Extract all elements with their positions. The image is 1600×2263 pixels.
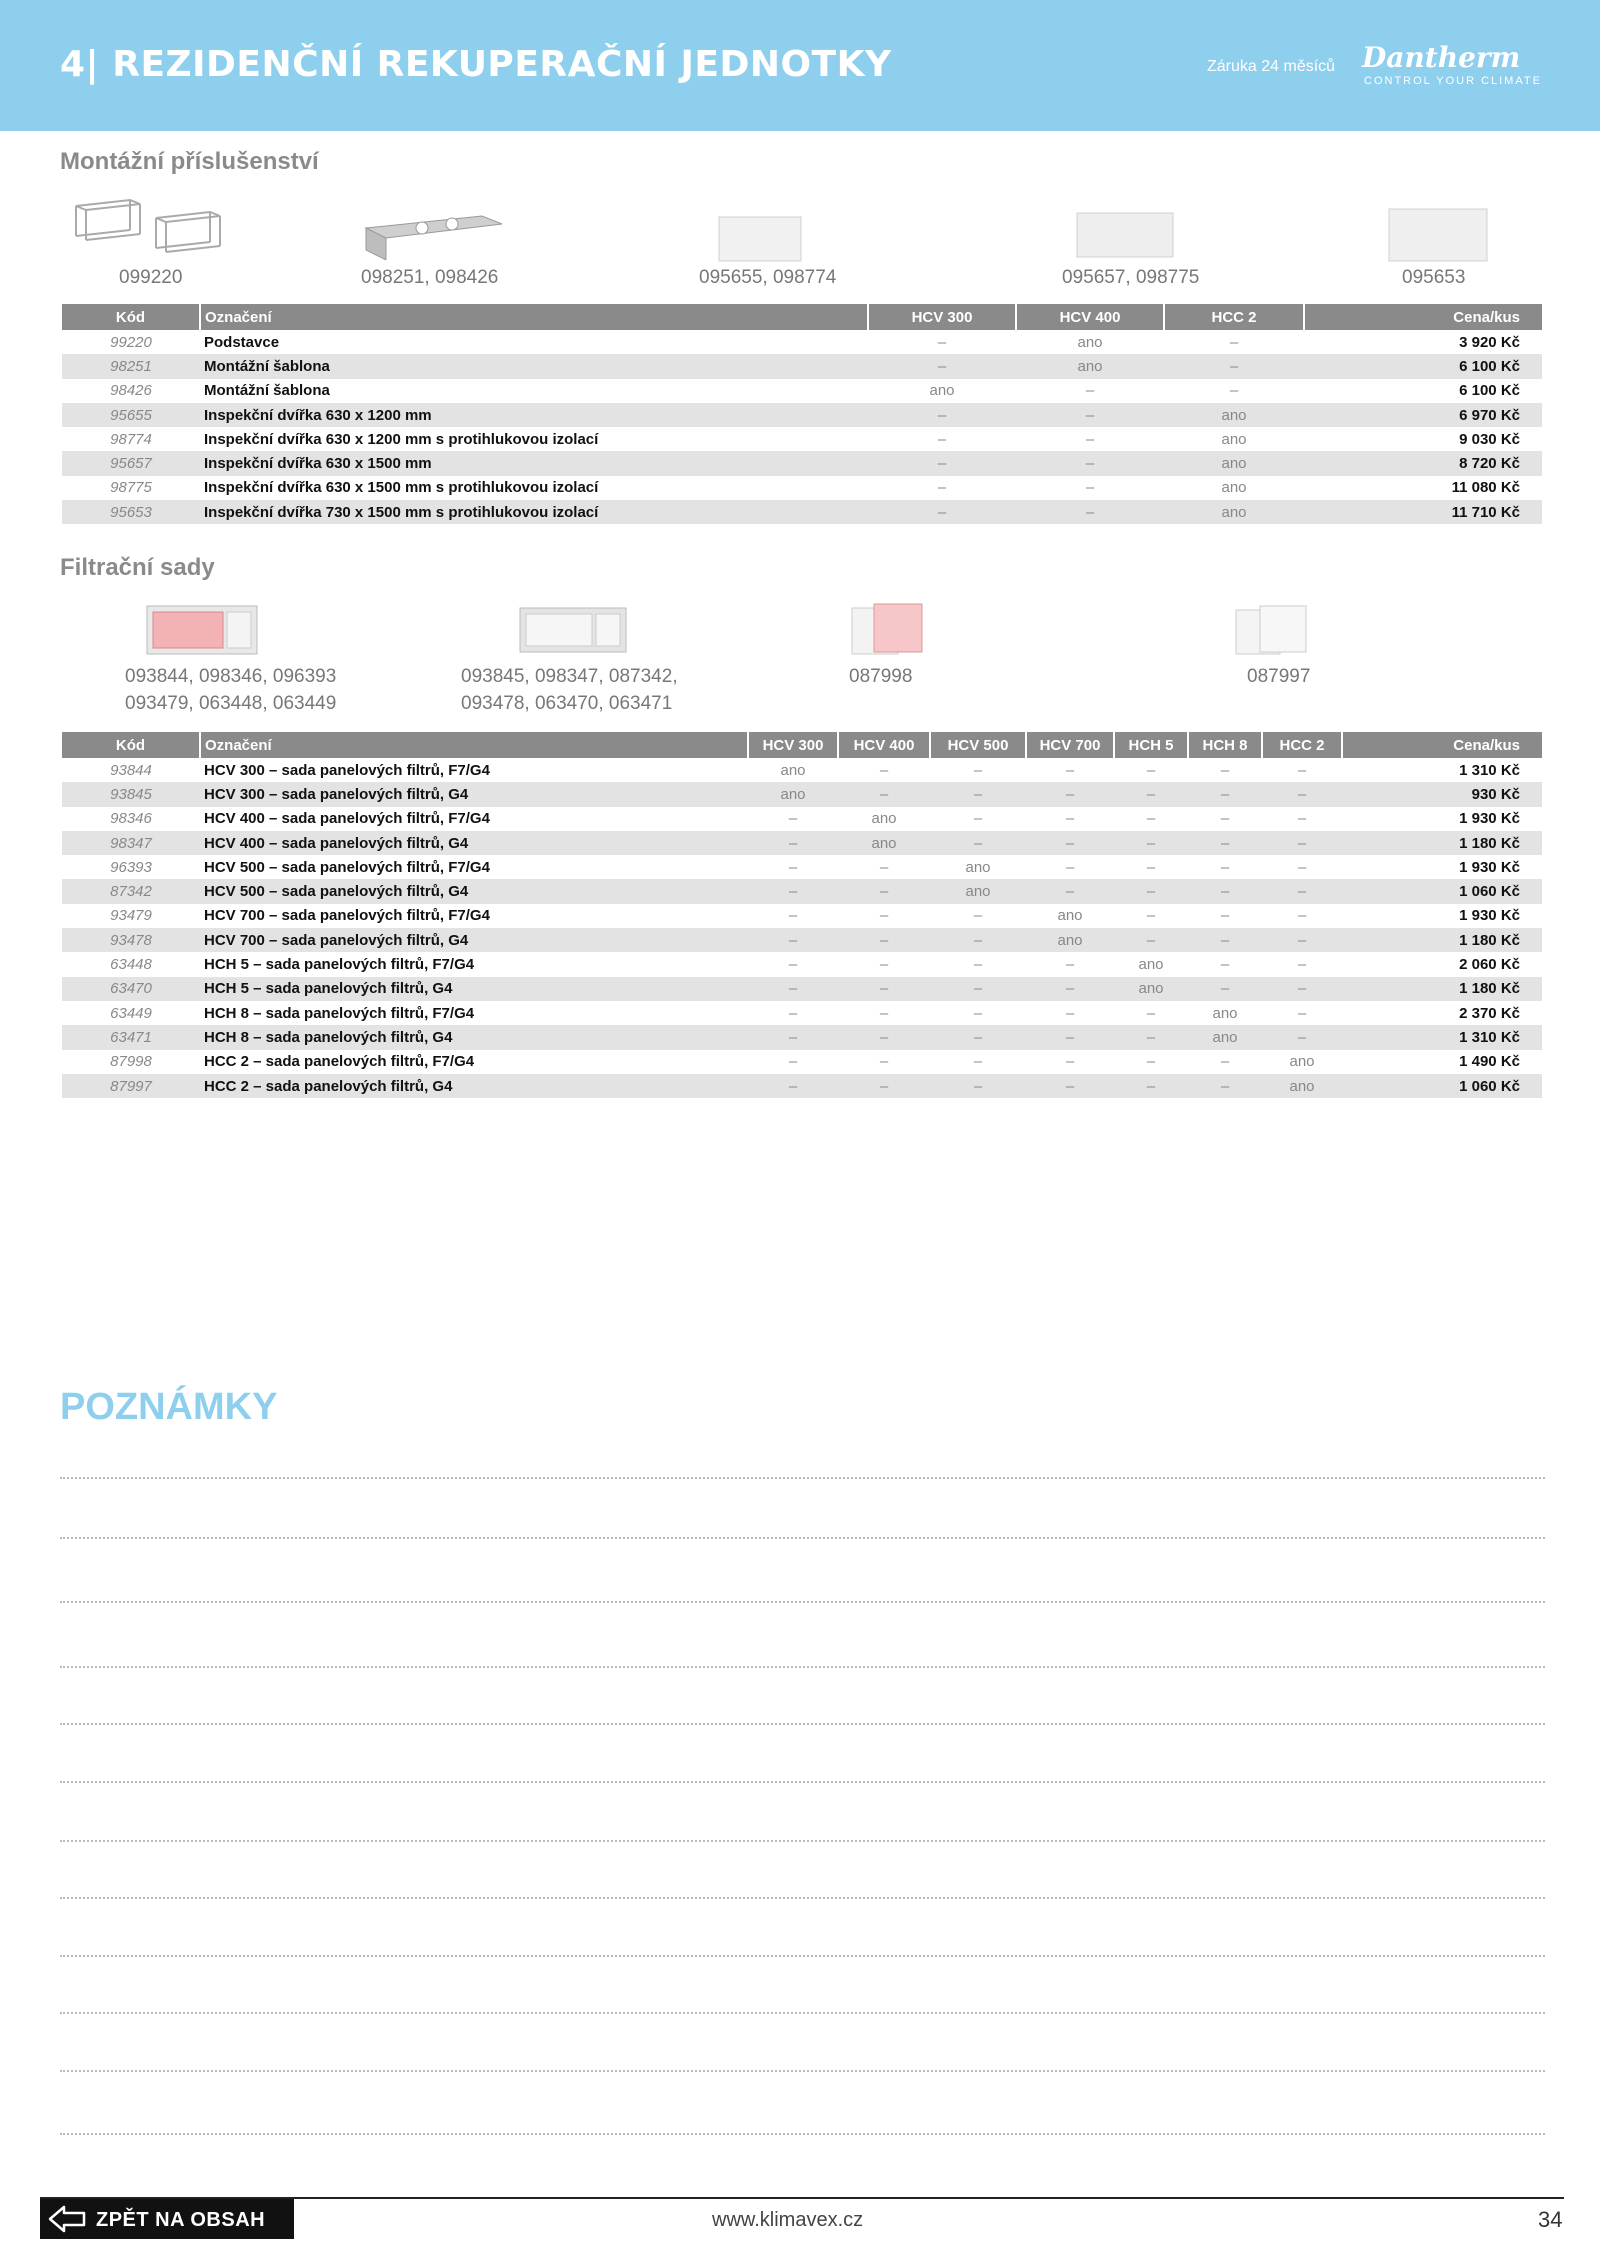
mounting-table: [62, 304, 1542, 524]
column-header: HCV 400: [838, 732, 930, 758]
compat-mark: –: [1065, 1004, 1075, 1022]
compat-mark: –: [973, 956, 983, 974]
price: 6 100 Kč: [1459, 382, 1520, 400]
product-name: HCV 300 – sada panelových filtrů, G4: [200, 782, 748, 806]
compat-mark: –: [1220, 907, 1230, 925]
product-number: 99220: [110, 333, 152, 351]
compat-mark: –: [930, 782, 1026, 806]
table-row: [62, 807, 1542, 831]
compat-mark: –: [748, 831, 838, 855]
product-name: Montážní šablona: [204, 382, 330, 400]
price: 6 100 Kč: [1304, 354, 1542, 378]
product-name: HCV 700 – sada panelových filtrů, F7/G4: [204, 907, 490, 925]
price: 1 180 Kč: [1342, 831, 1542, 855]
compat-mark: –: [879, 1053, 889, 1071]
notes-title: POZNÁMKY: [60, 1386, 278, 1428]
compat-mark: –: [1229, 333, 1239, 351]
product-code: 095655, 098774: [699, 267, 837, 288]
product-code: 099220: [119, 267, 183, 288]
compat-mark: –: [1146, 1053, 1156, 1071]
product-number: 87997: [62, 1074, 200, 1098]
compat-mark: –: [788, 858, 798, 876]
compat-mark: –: [1188, 1074, 1262, 1098]
compat-mark: –: [1114, 1025, 1188, 1049]
table-row: [62, 379, 1542, 403]
compat-mark: ano: [1221, 479, 1247, 497]
note-line: [60, 1840, 1545, 1842]
product-name: HCC 2 – sada panelových filtrů, F7/G4: [204, 1053, 475, 1071]
table-row: [62, 1074, 1542, 1098]
product-name: HCV 400 – sada panelových filtrů, F7/G4: [204, 810, 490, 828]
compat-mark: ano: [780, 761, 806, 779]
compat-mark: ano: [1026, 928, 1114, 952]
note-line: [60, 1897, 1545, 1899]
product-code-line: 093845, 098347, 087342,: [461, 666, 678, 687]
product-number: 63449: [110, 1004, 152, 1022]
compat-mark: –: [868, 354, 1016, 378]
mounting-section-title: Montážní příslušenství: [60, 148, 319, 175]
compat-mark: –: [1026, 782, 1114, 806]
compat-mark: –: [1065, 810, 1075, 828]
compat-mark: ano: [1164, 500, 1304, 524]
note-line: [60, 2133, 1545, 2135]
product-number: 87342: [62, 879, 200, 903]
table-row: [62, 1050, 1542, 1074]
product-image-filter-hcc-g4: [1232, 604, 1312, 660]
compat-mark: –: [1146, 761, 1156, 779]
product-code: [1247, 663, 1310, 690]
compat-mark: –: [1262, 1025, 1342, 1049]
table-header-row: [62, 304, 1542, 330]
product-number: 93479: [110, 907, 152, 925]
column-header: HCV 400: [1016, 304, 1164, 330]
compat-mark: –: [1146, 1004, 1156, 1022]
product-number: 93844: [110, 761, 152, 779]
compat-mark: –: [748, 928, 838, 952]
compat-mark: –: [1188, 928, 1262, 952]
column-header: HCV 700: [1026, 732, 1114, 758]
compat-mark: –: [1262, 977, 1342, 1001]
product-image-filter-f7g4: [145, 602, 261, 658]
column-header: Označení: [200, 732, 748, 758]
compat-mark: –: [973, 810, 983, 828]
column-header: HCV 300: [748, 732, 838, 758]
compat-mark: –: [838, 1074, 930, 1098]
table-row: [62, 928, 1542, 952]
note-line: [60, 1781, 1545, 1783]
table-row: [62, 330, 1542, 354]
compat-mark: –: [1114, 1074, 1188, 1098]
page-number: 34: [1538, 2207, 1563, 2232]
note-line: [60, 1723, 1545, 1725]
compat-mark: –: [1114, 831, 1188, 855]
column-header: HCV 500: [930, 732, 1026, 758]
compat-mark: –: [1262, 879, 1342, 903]
back-to-contents-button[interactable]: [40, 2199, 294, 2239]
column-header: HCH 5: [1114, 732, 1188, 758]
product-name: HCH 5 – sada panelových filtrů, F7/G4: [204, 956, 475, 974]
compat-mark: ano: [1221, 430, 1247, 448]
compat-mark: –: [973, 1053, 983, 1071]
table-row: [62, 476, 1542, 500]
compat-mark: –: [879, 858, 889, 876]
column-header: HCC 2: [1164, 304, 1304, 330]
table-row: [62, 354, 1542, 378]
compat-mark: –: [868, 500, 1016, 524]
product-name: HCV 300 – sada panelových filtrů, F7/G4: [204, 761, 490, 779]
table-row: [62, 782, 1542, 806]
price: 930 Kč: [1342, 782, 1542, 806]
compat-mark: –: [1026, 977, 1114, 1001]
table-row: [62, 855, 1542, 879]
compat-mark: –: [930, 831, 1026, 855]
product-name: Inspekční dvířka 630 x 1200 mm: [200, 403, 868, 427]
compat-mark: –: [788, 1053, 798, 1071]
product-code-line: 093844, 098346, 096393: [125, 666, 337, 687]
product-code: 095653: [1402, 267, 1466, 288]
compat-mark: –: [838, 928, 930, 952]
compat-mark: ano: [1164, 451, 1304, 475]
note-line: [60, 1666, 1545, 1668]
compat-mark: –: [1164, 354, 1304, 378]
compat-mark: –: [1188, 879, 1262, 903]
note-line: [60, 1537, 1545, 1539]
product-number: 63471: [62, 1025, 200, 1049]
table-row: [62, 831, 1542, 855]
compat-mark: –: [1085, 382, 1095, 400]
compat-mark: –: [973, 761, 983, 779]
compat-mark: –: [1146, 907, 1156, 925]
compat-mark: –: [748, 977, 838, 1001]
compat-mark: ano: [748, 782, 838, 806]
product-number: 98251: [62, 354, 200, 378]
column-header: Kód: [62, 304, 200, 330]
table-row: [62, 879, 1542, 903]
price: 1 930 Kč: [1459, 907, 1520, 925]
compat-mark: –: [1188, 977, 1262, 1001]
note-line: [60, 1477, 1545, 1479]
product-code: [125, 663, 336, 717]
column-header: HCH 8: [1188, 732, 1262, 758]
compat-mark: –: [838, 1025, 930, 1049]
product-name: HCC 2 – sada panelových filtrů, G4: [200, 1074, 748, 1098]
compat-mark: ano: [1262, 1074, 1342, 1098]
product-number: 93845: [62, 782, 200, 806]
product-number: 63470: [62, 977, 200, 1001]
price: 1 180 Kč: [1342, 928, 1542, 952]
compat-mark: –: [788, 907, 798, 925]
compat-mark: ano: [1289, 1053, 1315, 1071]
compat-mark: –: [1065, 1053, 1075, 1071]
compat-mark: –: [1188, 782, 1262, 806]
note-line: [60, 1955, 1545, 1957]
column-header: Cena/kus: [1304, 304, 1542, 330]
product-name: Inspekční dvířka 730 x 1500 mm s protihlukovou izolací: [200, 500, 868, 524]
compat-mark: –: [973, 907, 983, 925]
product-number: 98347: [62, 831, 200, 855]
price: 11 080 Kč: [1451, 479, 1520, 497]
compat-mark: –: [1262, 831, 1342, 855]
compat-mark: –: [930, 1025, 1026, 1049]
compat-mark: –: [1220, 1053, 1230, 1071]
compat-mark: –: [1229, 382, 1239, 400]
price: 2 060 Kč: [1459, 956, 1520, 974]
table-row: [62, 758, 1542, 782]
note-line: [60, 2012, 1545, 2014]
compat-mark: –: [1297, 810, 1307, 828]
compat-mark: –: [1146, 810, 1156, 828]
product-name: HCV 500 – sada panelových filtrů, F7/G4: [204, 858, 490, 876]
product-image-inspection-door-small: [718, 216, 802, 262]
compat-mark: –: [1262, 782, 1342, 806]
compat-mark: ano: [1057, 907, 1083, 925]
table-row: [62, 1001, 1542, 1025]
product-image-filter-hcc-f7g4: [848, 602, 928, 660]
website-link[interactable]: www.klimavex.cz: [712, 2209, 864, 2231]
product-number: 95653: [62, 500, 200, 524]
column-header: Cena/kus: [1342, 732, 1542, 758]
compat-mark: ano: [1016, 354, 1164, 378]
product-name: HCH 5 – sada panelových filtrů, G4: [200, 977, 748, 1001]
compat-mark: –: [788, 1004, 798, 1022]
filters-section-title: Filtrační sady: [60, 554, 215, 581]
compat-mark: –: [1297, 761, 1307, 779]
product-number: 95655: [62, 403, 200, 427]
price: 1 930 Kč: [1459, 810, 1520, 828]
compat-mark: ano: [1164, 403, 1304, 427]
price: 1 310 Kč: [1459, 761, 1520, 779]
compat-mark: –: [1085, 479, 1095, 497]
compat-mark: –: [1262, 928, 1342, 952]
compat-mark: –: [1220, 956, 1230, 974]
product-name: Montážní šablona: [200, 354, 868, 378]
compat-mark: –: [1026, 831, 1114, 855]
compat-mark: –: [1026, 1074, 1114, 1098]
price: 1 180 Kč: [1342, 977, 1542, 1001]
product-image-template: [362, 210, 506, 260]
product-code-line: 087997: [1247, 666, 1311, 687]
column-header: HCV 300: [868, 304, 1016, 330]
compat-mark: –: [1297, 956, 1307, 974]
product-image-inspection-door-medium: [1076, 212, 1174, 258]
price: 1 060 Kč: [1342, 879, 1542, 903]
product-code-line: 093479, 063448, 063449: [125, 693, 337, 714]
compat-mark: –: [1065, 761, 1075, 779]
compat-mark: –: [930, 1074, 1026, 1098]
product-code-line: 087998: [849, 666, 913, 687]
column-header: HCC 2: [1262, 732, 1342, 758]
table-header-row: [62, 732, 1542, 758]
product-name: Inspekční dvířka 630 x 1500 mm: [200, 451, 868, 475]
compat-mark: –: [1016, 451, 1164, 475]
chapter-title: 4| REZIDENČNÍ REKUPERAČNÍ JEDNOTKY: [60, 44, 892, 85]
product-number: 98775: [110, 479, 152, 497]
compat-mark: –: [1297, 907, 1307, 925]
table-row: [62, 952, 1542, 976]
product-number: 63448: [110, 956, 152, 974]
price: 1 490 Kč: [1459, 1053, 1520, 1071]
price: 8 720 Kč: [1304, 451, 1542, 475]
compat-mark: ano: [871, 810, 897, 828]
back-button-label: ZPĚT NA OBSAH: [96, 2209, 266, 2231]
product-name: Podstavce: [204, 333, 280, 351]
product-name: Inspekční dvířka 630 x 1500 mm s protihlukovou izolací: [204, 479, 599, 497]
compat-mark: –: [868, 451, 1016, 475]
compat-mark: –: [1026, 1025, 1114, 1049]
compat-mark: –: [1016, 403, 1164, 427]
arrow-left-icon: [48, 2205, 88, 2238]
compat-mark: ano: [838, 831, 930, 855]
price: 1 310 Kč: [1342, 1025, 1542, 1049]
compat-mark: –: [1114, 879, 1188, 903]
product-name: HCV 500 – sada panelových filtrů, G4: [200, 879, 748, 903]
compat-mark: –: [1114, 782, 1188, 806]
price: 1 060 Kč: [1342, 1074, 1542, 1098]
compat-mark: –: [879, 956, 889, 974]
compat-mark: –: [1297, 1004, 1307, 1022]
product-name: HCH 8 – sada panelových filtrů, G4: [200, 1025, 748, 1049]
compat-mark: –: [1146, 858, 1156, 876]
compat-mark: –: [868, 403, 1016, 427]
product-code: [461, 663, 678, 717]
price: 11 710 Kč: [1304, 500, 1542, 524]
compat-mark: –: [879, 1004, 889, 1022]
compat-mark: –: [838, 879, 930, 903]
compat-mark: –: [748, 879, 838, 903]
compat-mark: –: [1085, 430, 1095, 448]
note-line: [60, 1601, 1545, 1603]
table-row: [62, 904, 1542, 928]
compat-mark: –: [788, 810, 798, 828]
compat-mark: –: [1220, 761, 1230, 779]
note-line: [60, 2070, 1545, 2072]
table-row: [62, 500, 1542, 524]
price: 9 030 Kč: [1459, 430, 1520, 448]
compat-mark: –: [788, 956, 798, 974]
compat-mark: ano: [1077, 333, 1103, 351]
product-name: HCH 8 – sada panelových filtrů, F7/G4: [204, 1004, 475, 1022]
product-name: HCV 700 – sada panelových filtrů, G4: [200, 928, 748, 952]
compat-mark: –: [930, 977, 1026, 1001]
product-image-inspection-door-large: [1388, 208, 1488, 262]
product-number: 98426: [110, 382, 152, 400]
compat-mark: –: [1016, 500, 1164, 524]
compat-mark: –: [1114, 928, 1188, 952]
compat-mark: –: [838, 977, 930, 1001]
product-name: Inspekční dvířka 630 x 1200 mm s protihlukovou izolací: [204, 430, 599, 448]
table-row: [62, 1025, 1542, 1049]
compat-mark: ano: [1212, 1004, 1238, 1022]
compat-mark: –: [937, 430, 947, 448]
product-name: HCV 400 – sada panelových filtrů, G4: [200, 831, 748, 855]
price: 1 930 Kč: [1459, 858, 1520, 876]
compat-mark: –: [930, 928, 1026, 952]
compat-mark: –: [937, 479, 947, 497]
product-image-stands: [70, 196, 230, 258]
product-number: 87998: [110, 1053, 152, 1071]
column-header: Označení: [200, 304, 868, 330]
compat-mark: –: [748, 1025, 838, 1049]
brand-tagline: CONTROL YOUR CLIMATE: [1364, 75, 1542, 87]
compat-mark: –: [1297, 858, 1307, 876]
compat-mark: –: [838, 782, 930, 806]
product-number: 93478: [62, 928, 200, 952]
compat-mark: ano: [930, 879, 1026, 903]
compat-mark: ano: [1114, 977, 1188, 1001]
compat-mark: –: [1065, 956, 1075, 974]
brand-logo: Dantherm: [1362, 41, 1521, 74]
table-row: [62, 403, 1542, 427]
warranty-text: Záruka 24 měsíců: [1207, 58, 1336, 75]
product-code: 095657, 098775: [1062, 267, 1200, 288]
compat-mark: –: [1026, 879, 1114, 903]
compat-mark: –: [748, 1074, 838, 1098]
table-row: [62, 427, 1542, 451]
compat-mark: –: [1065, 858, 1075, 876]
product-number: 98346: [110, 810, 152, 828]
compat-mark: –: [1220, 810, 1230, 828]
price: 2 370 Kč: [1459, 1004, 1520, 1022]
compat-mark: ano: [1138, 956, 1164, 974]
product-code: [849, 663, 912, 690]
compat-mark: –: [973, 1004, 983, 1022]
compat-mark: –: [1220, 858, 1230, 876]
product-code: 098251, 098426: [361, 267, 499, 288]
compat-mark: –: [879, 761, 889, 779]
product-image-filter-g4: [518, 604, 630, 656]
compat-mark: ano: [965, 858, 991, 876]
product-number: 98774: [110, 430, 152, 448]
compat-mark: –: [1188, 831, 1262, 855]
compat-mark: –: [879, 907, 889, 925]
compat-mark: ano: [1188, 1025, 1262, 1049]
price: 3 920 Kč: [1459, 333, 1520, 351]
column-header: Kód: [62, 732, 200, 758]
product-number: 96393: [110, 858, 152, 876]
compat-mark: ano: [929, 382, 955, 400]
product-code-line: 093478, 063470, 063471: [461, 693, 673, 714]
table-row: [62, 451, 1542, 475]
table-row: [62, 977, 1542, 1001]
filters-table: [62, 732, 1542, 1098]
compat-mark: –: [937, 333, 947, 351]
page-header: [0, 0, 1600, 131]
price: 6 970 Kč: [1304, 403, 1542, 427]
product-number: 95657: [62, 451, 200, 475]
